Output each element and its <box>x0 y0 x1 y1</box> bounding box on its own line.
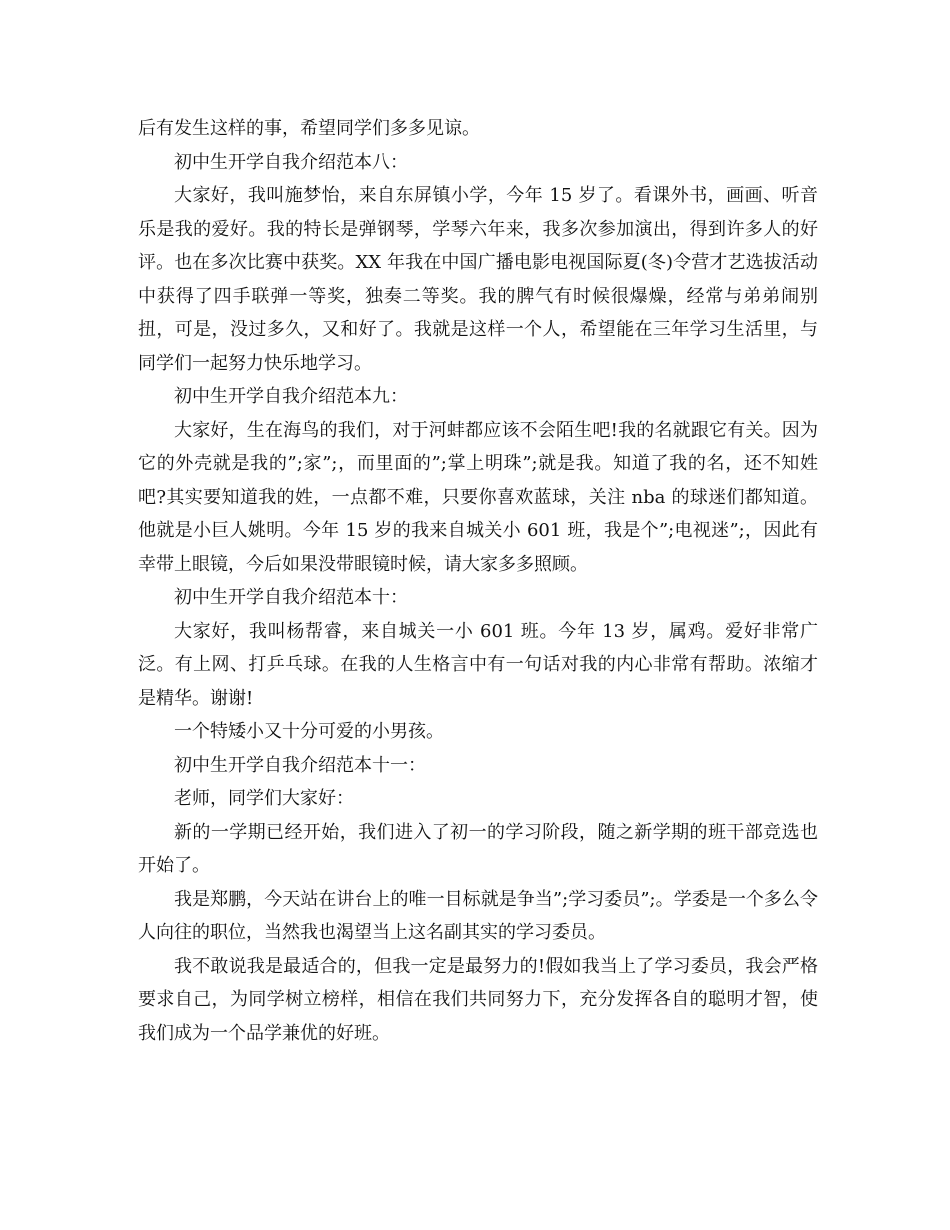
paragraph-11: 新的一学期已经开始，我们进入了初一的学习阶段，随之新学期的班干部竞选也开始了。 <box>138 821 818 876</box>
paragraph-1: 后有发生这样的事，希望同学们多多见谅。 <box>138 118 480 139</box>
paragraph-13: 我不敢说我是最适合的，但我一定是最努力的!假如我当上了学习委员，我会严格要求自己，为同学树立榜样，相信在我们共同努力下，充分发挥各自的聪明才智，使我们成为一个品学兼优的好班。 <box>138 955 818 1044</box>
section-heading-10: 初中生开学自我介绍范本十： <box>174 587 408 608</box>
document-page <box>138 112 818 1050</box>
paragraph-3: 大家好，我叫施梦怡，来自东屏镇小学，今年 15 岁了。看课外书，画画、听音乐是我的爱好。我的特长是弹钢琴，学琴六年来，我多次参加演出，得到许多人的好评。也在多次比赛中获奖。XX 年我在中国广播电影电视国际夏(冬)令营才艺选拔活动中获得了四手联弹一等奖，独奏二等奖。我的脾气有时候很爆燥，经常与弟弟闹别扭，可是，没过多久，又和好了。我就是这样一个人，希望能在三年学习生活里，与同学们一起努力快乐地学习。 <box>138 185 818 374</box>
paragraph-10: 老师，同学们大家好： <box>174 788 354 809</box>
section-heading-8: 初中生开学自我介绍范本八： <box>174 151 408 173</box>
section-heading-11: 初中生开学自我介绍范本十一： <box>174 754 426 776</box>
paragraph-7: 大家好，我叫杨帮睿，来自城关一小 601 班。今年 13 岁，属鸡。爱好非常广泛。有上网、打乒乓球。在我的人生格言中有一句话对我的内心非常有帮助。浓缩才是精华。谢谢! <box>138 620 818 709</box>
paragraph-8: 一个特矮小又十分可爱的小男孩。 <box>174 721 444 742</box>
paragraph-5: 大家好，生在海鸟的我们，对于河蚌都应该不会陌生吧!我的名就跟它有关。因为它的外壳就是我的”;家”;，而里面的”;掌上明珠”;就是我。知道了我的名，还不知姓吧?其实要知道我的姓，一点都不难，只要你喜欢蓝球，关注 nba 的球迷们都知道。他就是小巨人姚明。今年 15 岁的我来自城关小 601 班，我是个”;电视迷”;，因此有幸带上眼镜，今后如果没带眼镜时候，请大家多多照顾。 <box>138 419 818 575</box>
paragraph-12: 我是郑鹏，今天站在讲台上的唯一目标就是争当”;学习委员”;。学委是一个多么令人向往的职位，当然我也渴望当上这名副其实的学习委员。 <box>138 888 818 943</box>
section-heading-9: 初中生开学自我介绍范本九： <box>174 386 408 407</box>
